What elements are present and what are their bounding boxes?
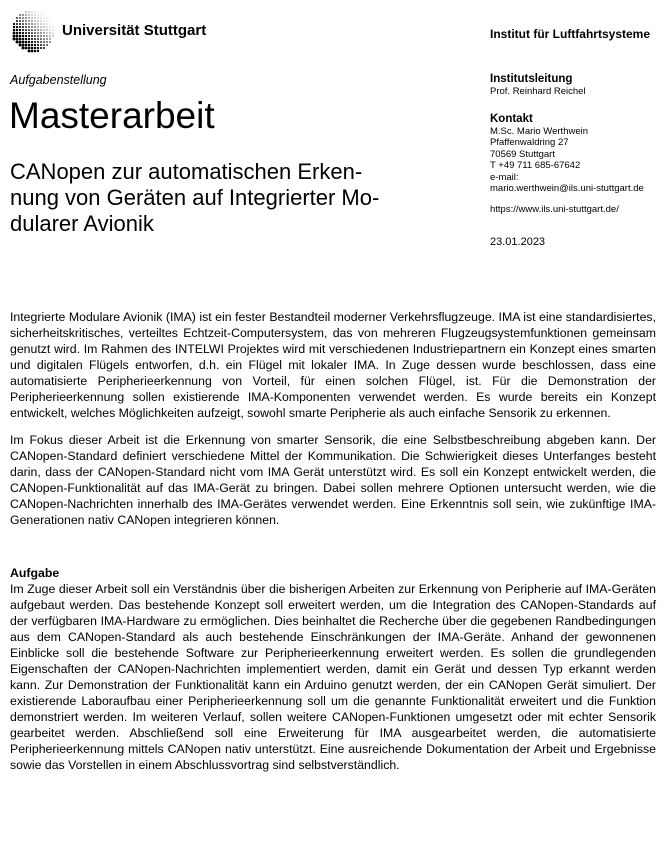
subtitle-line: nung von Geräten auf Integrierter Mo-	[10, 185, 380, 210]
university-name: Universität Stuttgart	[62, 22, 207, 39]
contact-heading: Kontakt	[490, 112, 533, 125]
intro-paragraph: Integrierte Modulare Avionik (IMA) ist ein fester Bestandteil moderner Verkehrsflugzeuge. IMA ist eine standardisiertes, sicherheitskritisches, verteiltes Echtzeit-Computersystem, das von mehreren Flugzeugsystemfunktionen gemeinsam genutzt wird. Im Rahmen des INTELWI Projektes wird mit verschiedenen Industriepartnern ein Konzept eines smarten und digitalen Flügels entworfen, d.h. ein Flügel mit lokaler IMA. In Zuge dessen wurde beschlossen, dass eine automatisierte Peripherieerkennung von Vorteil, für einen solchen Flügel, ist. Für die Demonstration der Peripherieerkennung sollen existierende IMA-Komponenten verwendet werden. Es wurde bereits ein Konzept entwickelt, welches Möglichkeiten aufzeigt, sowohl smarte Peripherie als auch einfache Sensorik zu erkennen.	[10, 310, 656, 420]
institute-name: Institut für Luftfahrtsysteme	[490, 27, 651, 41]
contact-email-link[interactable]: mario.werthwein@ils.uni-stuttgart.de	[490, 183, 644, 194]
contact-sidebar	[490, 72, 666, 249]
subtitle-line: CANopen zur automatischen Erken-	[10, 159, 363, 184]
contact-name: M.Sc. Mario Werthwein	[490, 125, 589, 137]
leadership-name: Prof. Reinhard Reichel	[490, 86, 586, 97]
university-logo-icon	[10, 8, 56, 54]
contact-email-label: e-mail:	[490, 171, 519, 183]
document-title: Masterarbeit	[9, 95, 215, 136]
leadership-block	[490, 72, 666, 98]
task-heading: Aufgabe	[10, 566, 60, 580]
contact-phone: T +49 711 685-67642	[490, 160, 581, 171]
contact-street: Pfaffenwaldring 27	[490, 137, 569, 148]
subtitle-line: dularer Avionik	[10, 211, 154, 236]
contact-city: 70569 Stuttgart	[490, 148, 555, 160]
document-subtitle	[10, 159, 440, 237]
intro-paragraph: Im Fokus dieser Arbeit ist die Erkennung von smarter Sensorik, die eine Selbstbeschreibung abgeben kann. Der CANopen-Standard definiert verschiedene Mittel der Kommunikation. Die Schwierigkeit dieses Unterfanges besteht darin, dass der CANopen-Standard nicht vom IMA Gerät unterstützt wird. Es soll ein Konzept entwickelt werden, die CANopen-Funktionalität auf das IMA-Gerät zu bringen. Dabei sollen mehrere Optionen untersucht werden, wie die CANopen-Nachrichten innerhalb des IMA-Gerätes verwendet werden. Eine Erkenntnis soll sein, wie zukünftige IMA-Generationen nativ CANopen integrieren können.	[10, 433, 656, 527]
leadership-heading: Institutsleitung	[490, 73, 573, 85]
task-paragraph: Im Zuge dieser Arbeit soll ein Verständnis über die bisherigen Arbeiten zur Erkennung von Peripherie auf IMA-Geräten aufgebaut werden. Das bestehende Konzept soll erweitert werden, um die Integration des CANopen-Standards auf der verfügbaren IMA-Hardware zu ermöglichen. Dies beinhaltet die Recherche über die gegebenen Randbedingungen aus dem CANopen-Standard als auch bestehende Einschränkungen der IMA-Geräte. Anhand der gewonnenen Einblicke soll die bestehende Software zur Peripherieerkennung erweitert werden. Es sollen die grundlegenden Eigenschaften der CANopen-Nachrichten implementiert werden, damit ein Gerät und dessen Typ erkannt werden kann. Zur Demonstration der Funktionalität kann ein Arduino genutzt werden, der ein CANopen Gerät simuliert. Der existierende Laboraufbau einer Peripherieerkennung soll um die genannte Funktionalität erweitert und die Funktion demonstriert werden. Im weiteren Verlauf, sollen weitere CANopen-Funktionen umgesetzt oder mit echter Sensorik gearbeitet werden. Abschließend soll eine Erweiterung für IMA ausgearbeitet werden, die automatisierte Peripherieerkennung mittels CANopen nativ unterstützt. Eine ausreichende Dokumentation der Arbeit und Ergebnisse sowie das Vorstellen in einem Abschlussvortrag sind selbstverständlich.	[10, 582, 656, 772]
website-link[interactable]: https://www.ils.uni-stuttgart.de/	[490, 203, 619, 215]
contact-block	[490, 112, 666, 195]
document-kind: Aufgabenstellung	[10, 73, 107, 87]
document-date: 23.01.2023	[490, 236, 546, 248]
document-body	[10, 309, 656, 784]
